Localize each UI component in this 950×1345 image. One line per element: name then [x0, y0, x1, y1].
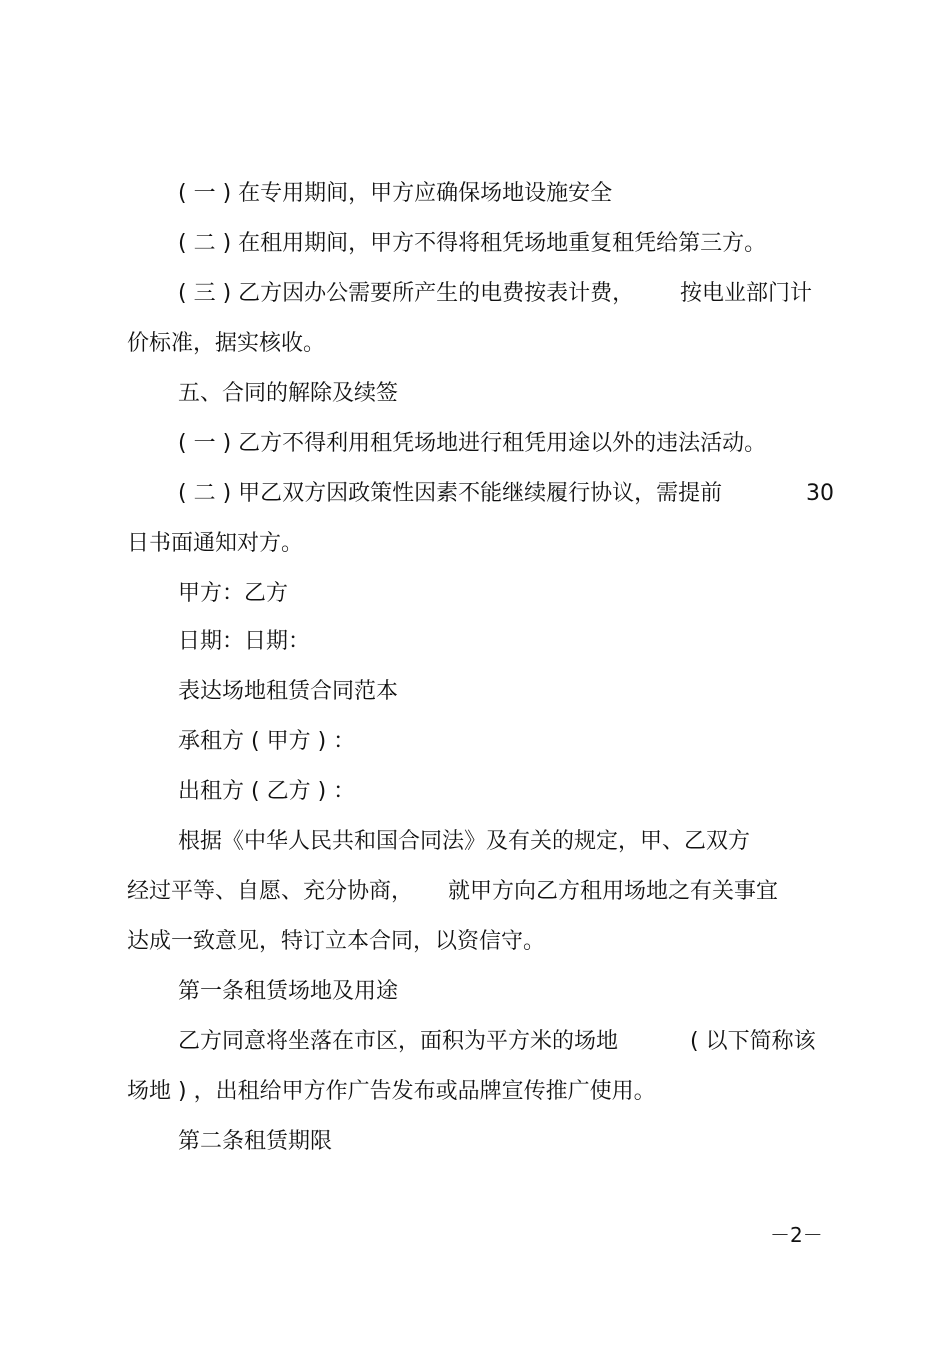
text-segment: ( 一 ) 在专用期间，甲方应确保场地设施安全 [178, 181, 613, 206]
text-segment: 承租方 ( 甲方 ) ： [178, 729, 356, 754]
text-line [0, 176, 950, 212]
text-segment: 日期：日期： [178, 629, 311, 654]
text-segment: 五、合同的解除及续签 [178, 381, 399, 406]
date-line [0, 624, 950, 660]
text-line [0, 276, 950, 312]
text-segment: ( 三 ) 乙方因办公需要所产生的电费按表计费， [178, 281, 635, 306]
party-line [0, 774, 950, 810]
document-title [0, 674, 950, 710]
text-line [0, 476, 950, 512]
text-segment: 场地 ) ，出租给甲方作广告发布或品牌宣传推广使用。 [127, 1079, 656, 1104]
text-segment: 甲方：乙方 [178, 581, 289, 606]
text-line [0, 526, 950, 562]
party-line [0, 724, 950, 760]
text-segment: ( 二 ) 在租用期间，甲方不得将租凭场地重复租凭给第三方。 [178, 231, 767, 256]
text-segment: 经过平等、自愿、充分协商， [127, 879, 414, 904]
text-segment: 按电业部门计 [680, 281, 813, 306]
text-segment: 价标准，据实核收。 [127, 331, 326, 356]
text-segment: 日书面通知对方。 [127, 531, 304, 556]
section-heading [0, 376, 950, 412]
text-line [0, 326, 950, 362]
text-segment: 乙方同意将坐落在市区，面积为平方米的场地 [178, 1029, 619, 1054]
text-segment: ( 二 ) 甲乙双方因政策性因素不能继续履行协议，需提前 [178, 481, 723, 506]
text-segment: 表达场地租赁合同范本 [178, 679, 399, 704]
text-line [0, 426, 950, 462]
text-segment: ( 以下简称该 [690, 1029, 816, 1054]
text-line [0, 1024, 950, 1060]
section-heading [0, 974, 950, 1010]
text-segment: 达成一致意见，特订立本合同，以资信守。 [127, 929, 546, 954]
text-line [0, 924, 950, 960]
text-line [0, 226, 950, 262]
text-line [0, 824, 950, 860]
signature-line [0, 576, 950, 612]
text-segment: 根据《中华人民共和国合同法》及有关的规定，甲、乙双方 [178, 829, 751, 854]
page-number: －2－ [770, 1223, 823, 1247]
text-segment: ( 一 ) 乙方不得利用租凭场地进行租凭用途以外的违法活动。 [178, 431, 767, 456]
text-line [0, 1074, 950, 1110]
text-segment: 就甲方向乙方租用场地之有关事宜 [448, 879, 779, 904]
text-segment: 30 [806, 481, 834, 506]
section-heading [0, 1124, 950, 1160]
text-segment: 第一条租赁场地及用途 [178, 979, 399, 1004]
text-segment: 第二条租赁期限 [178, 1129, 333, 1154]
text-line [0, 874, 950, 910]
text-segment: 出租方 ( 乙方 ) ： [178, 779, 356, 804]
